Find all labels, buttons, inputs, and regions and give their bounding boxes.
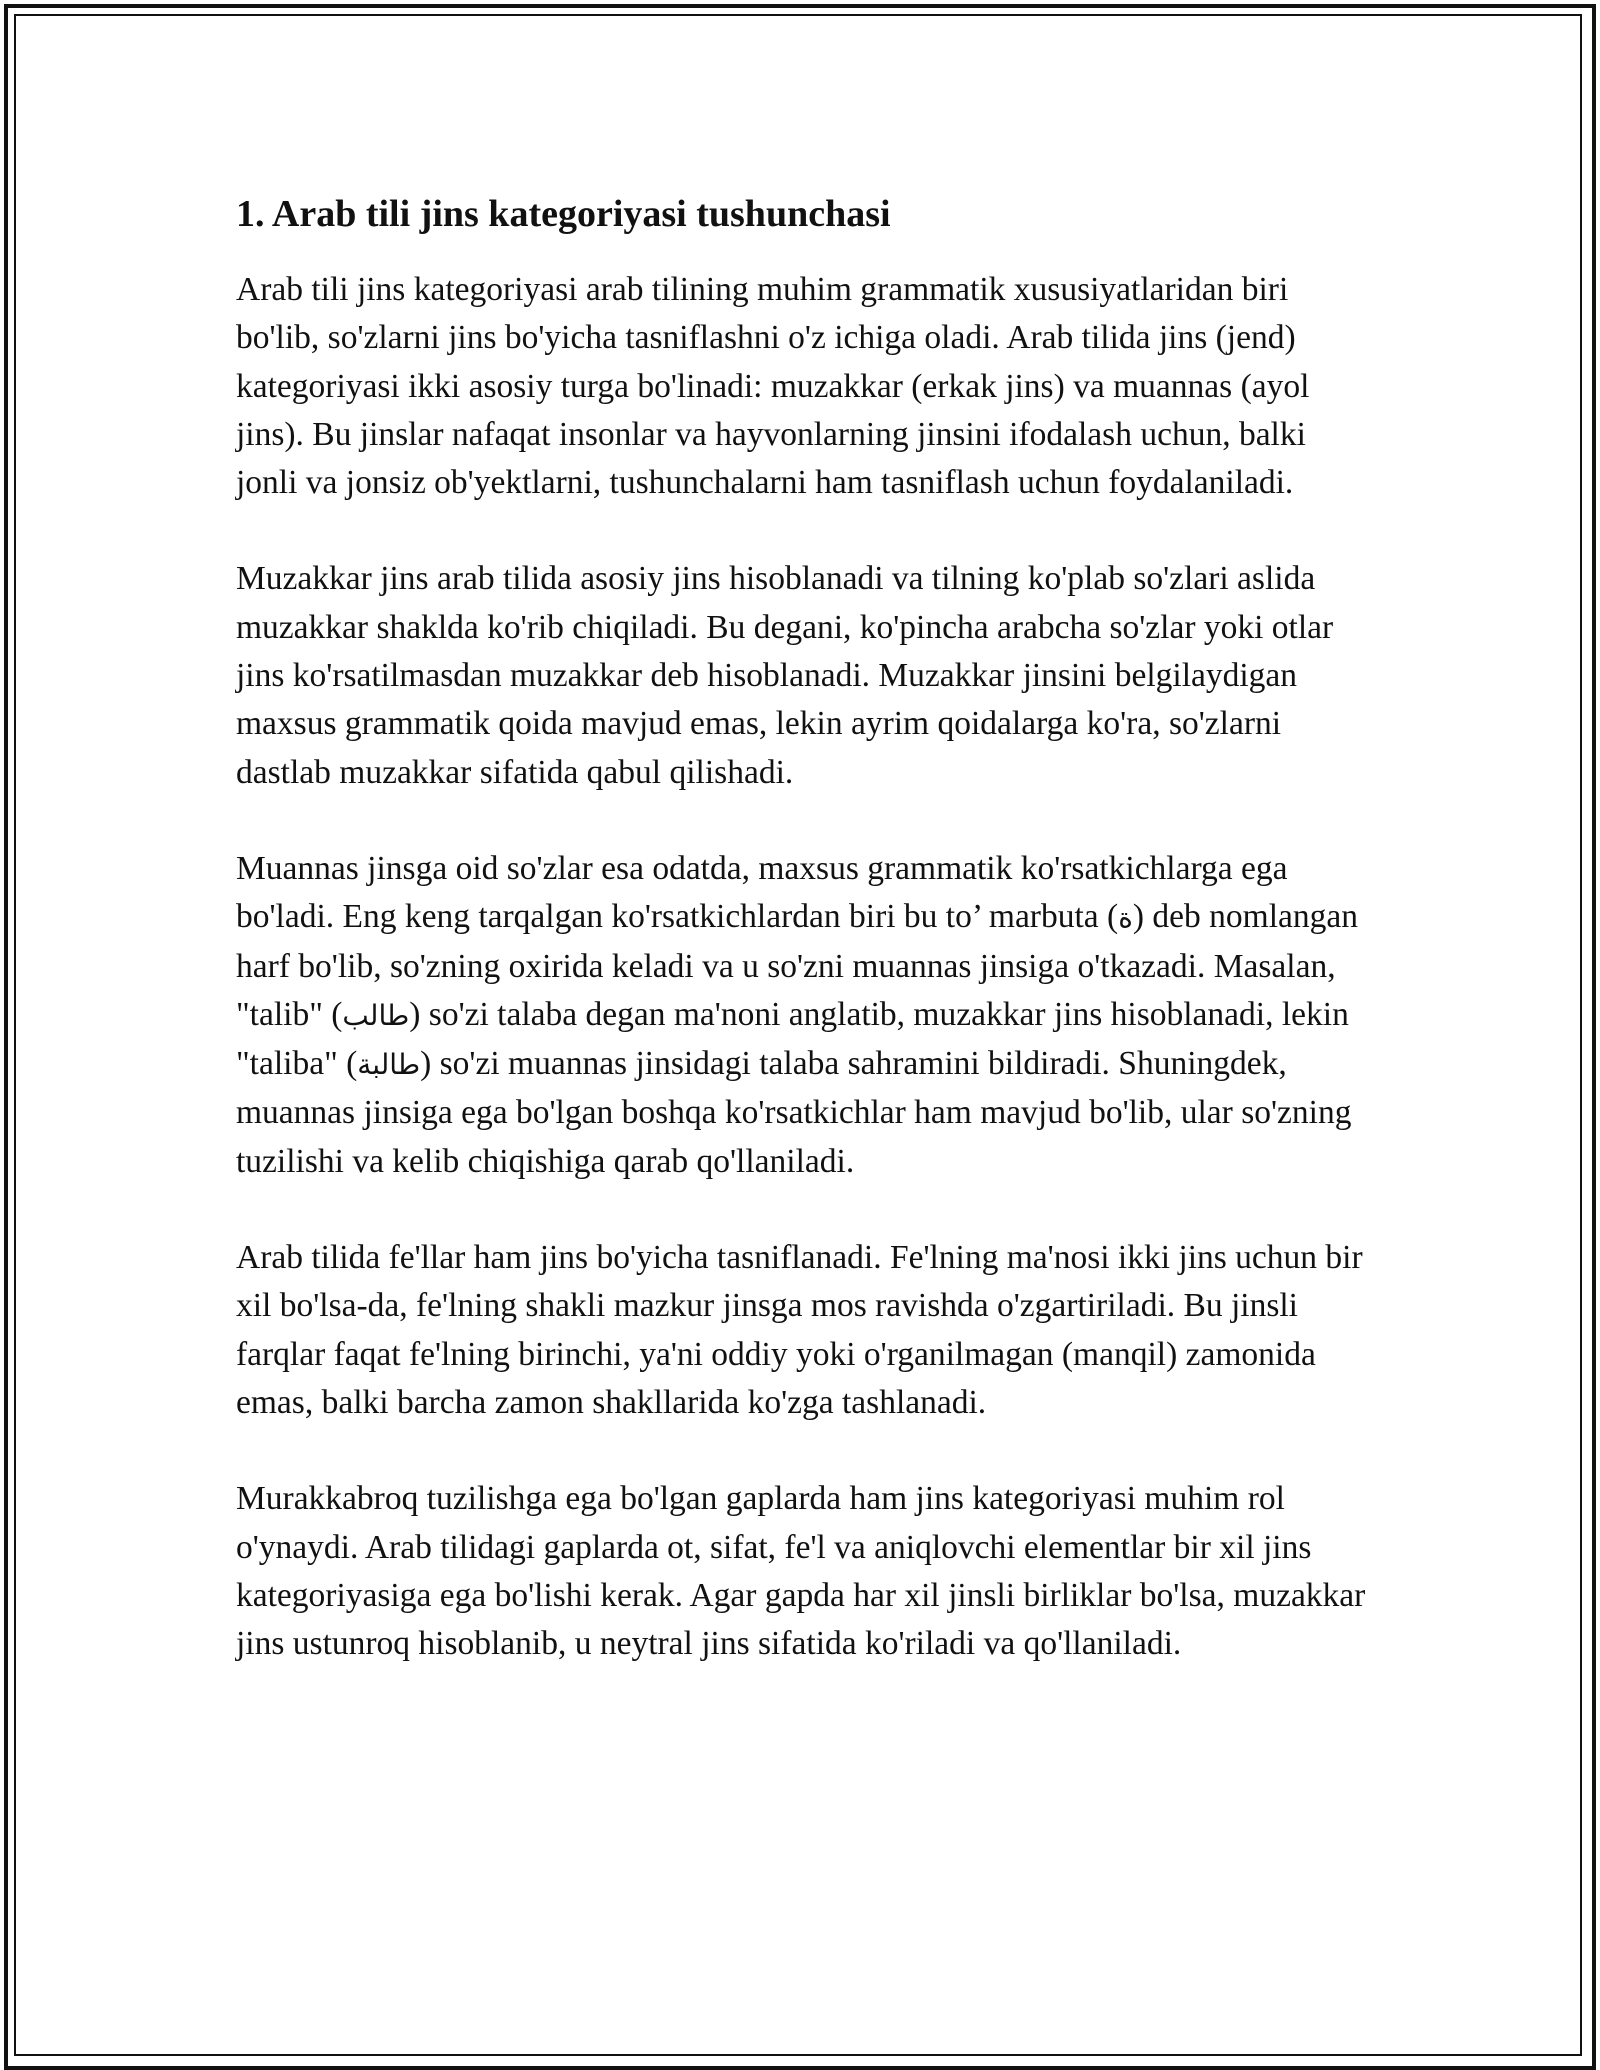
- section-heading: 1. Arab tili jins kategoriyasi tushunchasi: [236, 193, 891, 235]
- paragraph-1: Arab tili jins kategoriyasi arab tilining muhim grammatik xususiyatlaridan biri bo'lib, so'zlarni jins bo'yicha tasniflashni o'z ichiga oladi. Arab tilida jins (jend) kategoriyasi ikki asosiy turga bo'linadi: muzakkar (erkak jins) va muannas (ayol jins). Bu jinslar nafaqat insonlar va hayvonlarning jinsini ifodalash uchun, balki jonli va jonsiz ob'yektlarni, tushunchalarni ham tasniflash uchun foydalaniladi.: [236, 271, 1310, 502]
- paragraph-3-text-part-2: ) deb nomlangan harf bo'lib, so'zning oxirida keladi va u so'zni muannas jinsiga o'tkazadi. Masalan, "talib" (: [236, 898, 1358, 1033]
- paragraph-3: [236, 845, 1368, 1186]
- paragraph-4: Arab tilida fe'llar ham jins bo'yicha tasniflanadi. Fe'lning ma'nosi ikki jins uchun bir xil bo'lsa-da, fe'lning shakli mazkur jinsga mos ravishda o'zgartiriladi. Bu jinsli farqlar faqat fe'lning birinchi, ya'ni oddiy yoki o'rganilmagan (manqil) zamonida emas, balki barcha zamon shakllarida ko'zga tashlanadi.: [236, 1239, 1363, 1421]
- paragraph-2: Muzakkar jins arab tilida asosiy jins hisoblanadi va tilning ko'plab so'zlari aslida muzakkar shaklda ko'rib chiqiladi. Bu degani, ko'pincha arabcha so'zlar yoki otlar jins ko'rsatilmasdan muzakkar deb hisoblanadi. Muzakkar jinsini belgilaydigan maxsus grammatik qoida mavjud emas, lekin ayrim qoidalarga ko'ra, so'zlarni dastlab muzakkar sifatida qabul qilishadi.: [236, 560, 1334, 791]
- paragraph-5: Murakkabroq tuzilishga ega bo'lgan gaplarda ham jins kategoriyasi muhim rol o'ynaydi. Arab tilidagi gaplarda ot, sifat, fe'l va aniqlovchi elementlar bir xil jins kategoriyasiga ega bo'lishi kerak. Agar gapda har xil jinsli birliklar bo'lsa, muzakkar jins ustunroq hisoblanib, u neytral jins sifatida ko'riladi va qo'llaniladi.: [236, 1480, 1366, 1663]
- paragraph-3-text-part-4: ) so'zi muannas jinsidagi talaba sahramini bildiradi. Shuningdek, muannas jinsiga ega bo'lgan boshqa ko'rsatkichlar ham mavjud bo'lib, ular so'zning tuzilishi va kelib chiqishiga qarab qo'llaniladi.: [236, 1045, 1352, 1180]
- paragraph-3-text-part-1: Muannas jinsga oid so'zlar esa odatda, maxsus grammatik ko'rsatkichlarga ega bo'ladi. Eng keng tarqalgan ko'rsatkichlardan biri bu to’ marbuta (: [236, 849, 1288, 936]
- paragraph-3-text-part-3: ) so'zi talaba degan ma'noni anglatib, muzakkar jins hisoblanadi, lekin "taliba" (: [236, 995, 1349, 1083]
- document-body: [236, 186, 1368, 1668]
- arabic-word-taliba: طالبة: [357, 1048, 421, 1082]
- arabic-word-talib: طالب: [342, 998, 410, 1032]
- arabic-ta-marbuta: ة: [1118, 901, 1133, 935]
